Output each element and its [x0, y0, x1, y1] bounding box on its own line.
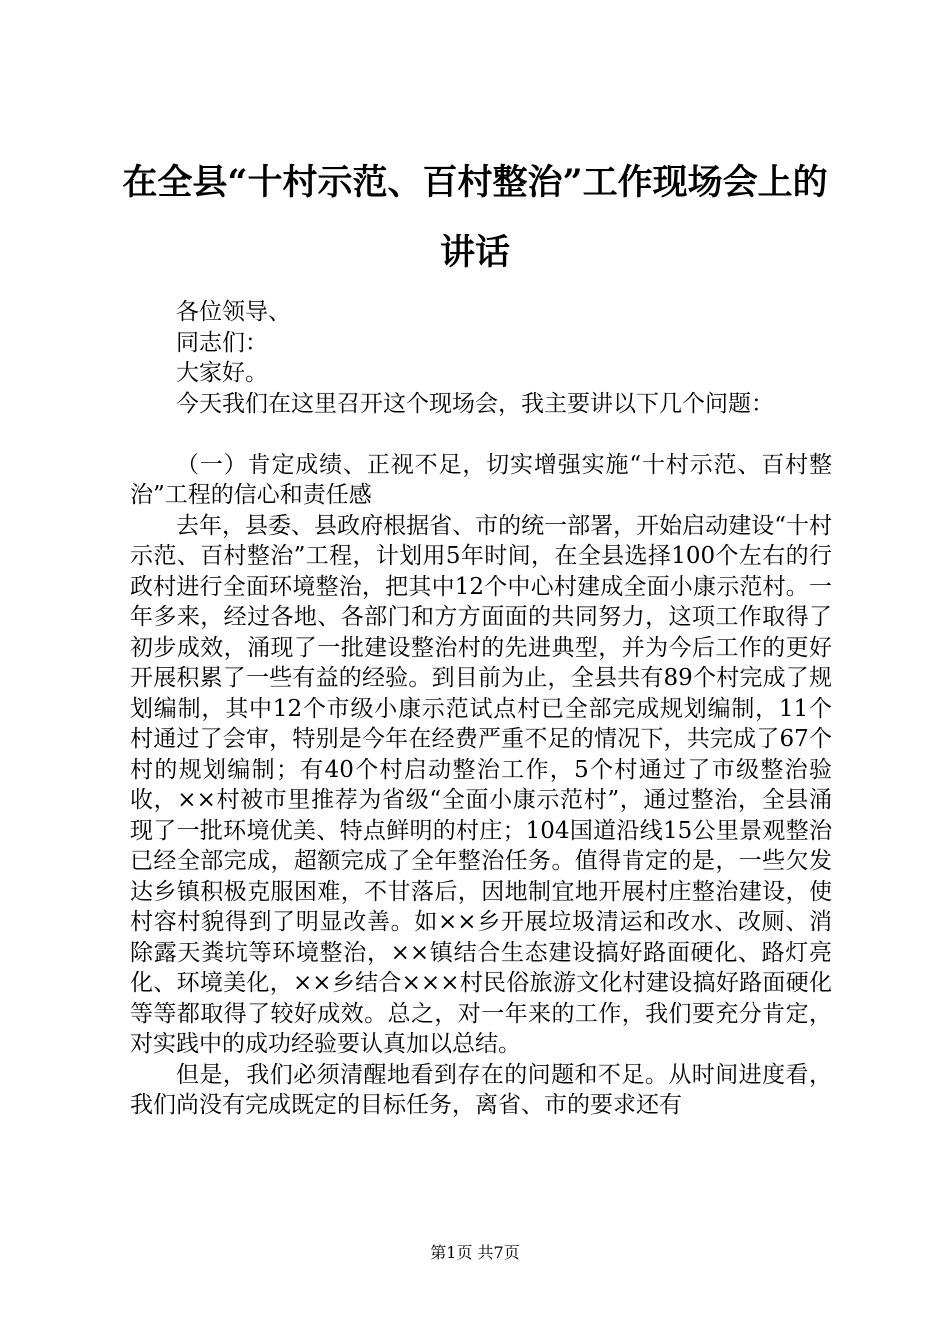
- body-paragraph: 但是，我们必须清醒地看到存在的问题和不足。从时间进度看，我们尚没有完成既定的目标任务，离省、市的要求还有: [130, 1061, 832, 1118]
- section-heading-1: （一）肯定成绩、正视不足，切实增强实施“十村示范、百村整治”工程的信心和责任感: [130, 451, 832, 508]
- salutation-comrades: 同志们：: [176, 329, 268, 356]
- body-paragraph: 去年，县委、县政府根据省、市的统一部署，开始启动建设“十村示范、百村整治”工程，计划用5年时间，在全县选择100个左右的行政村进行全面环境整治，把其中12个中心村建成全面小康示范村。一年多来，经过各地、各部门和方方面面的共同努力，这项工作取得了初步成效，涌现了一批建设整治村的先进典型，并为今后工作的更好开展积累了一些有益的经验。到目前为止，全县共有89个村完成了规划编制，其中12个市级小康示范试点村已全部完成规划编制，11个村通过了会审，特别是今年在经费严重不足的情况下，共完成了67个村的规划编制；有40个村启动整治工作，5个村通过了市级整治验收，××村被市里推荐为省级“全面小康示范村”，通过整治，全县涌现了一批环境优美、特点鲜明的村庄；104国道沿线15公里景观整治已经全部完成，超额完成了全年整治任务。值得肯定的是，一些欠发达乡镇积极克服困难，不甘落后，因地制宜地开展村庄整治建设，使村容村貌得到了明显改善。如××乡开展垃圾清运和改水、改厕、消除露天粪坑等环境整治，××镇结合生态建设搞好路面硬化、路灯亮化、环境美化，××乡结合×××村民俗旅游文化村建设搞好路面硬化等等都取得了较好成效。总之，对一年来的工作，我们要充分肯定，对实践中的成功经验要认真加以总结。: [130, 512, 832, 1057]
- intro-paragraph: 今天我们在这里召开这个现场会，我主要讲以下几个问题：: [176, 390, 774, 417]
- salutation-leaders: 各位领导、: [176, 299, 291, 325]
- page-footer: 第1页 共7页: [430, 1243, 520, 1262]
- document-title: 在全县“十村示范、百村整治”工作现场会上的讲话: [122, 162, 828, 273]
- paragraph-spacer: [130, 419, 832, 450]
- document-body: [130, 297, 832, 1121]
- greeting: 大家好。: [176, 360, 268, 386]
